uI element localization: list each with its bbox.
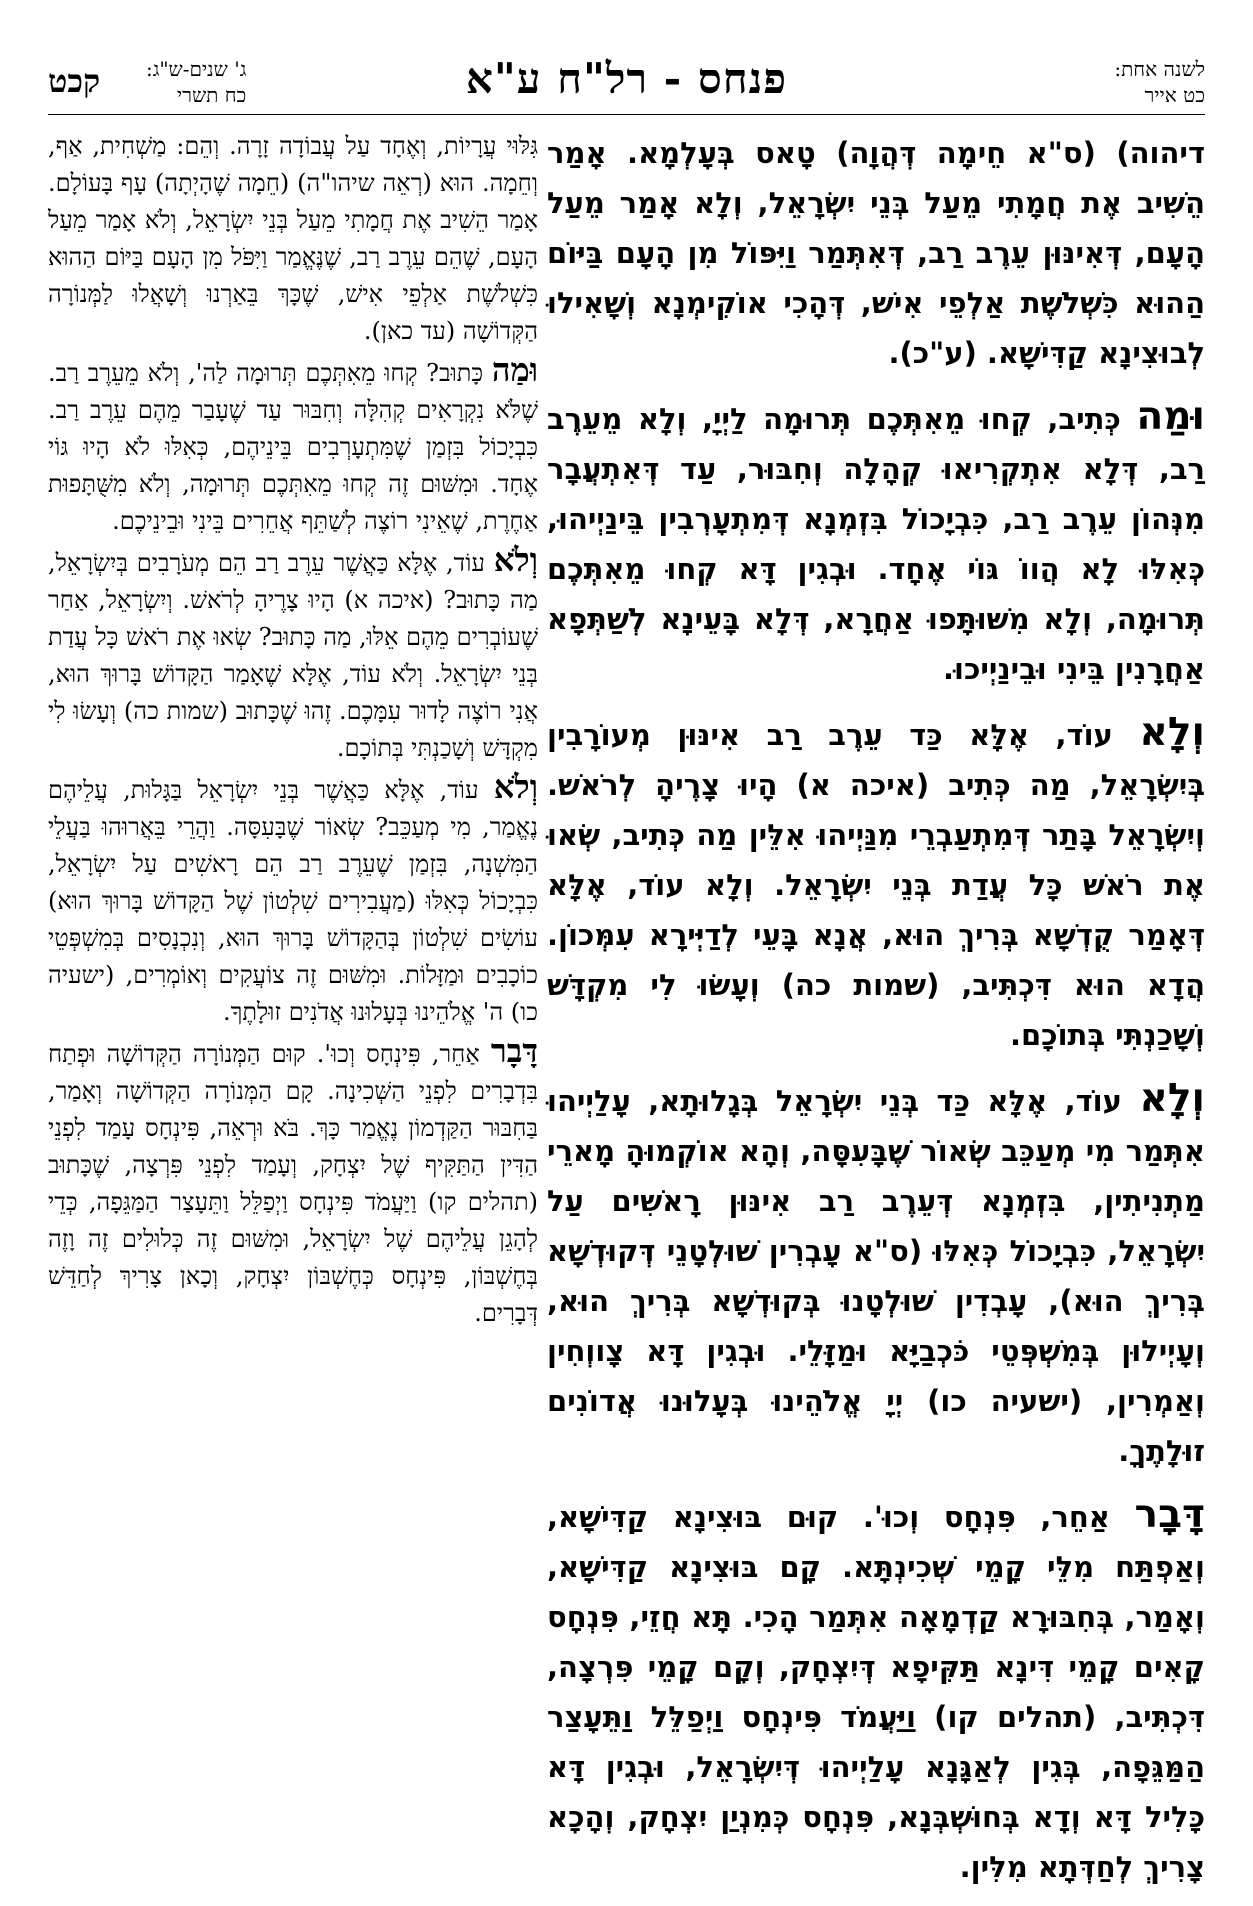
aramaic-paragraph: דָּבָר אַחֵר, פִּנְחָס וְכוּ'. קוּם בּוּצִינָא קַדִּישָׁא, וְאַפְתַּח מִלֵּי קָמֵי שְׁכִינְתָּא. קָם בּוּצִינָא קַדִּישָׁא, וְאָמַר, בְּחִבּוּרָא קַדְמָאָה אִתְּמַר הָכִי. תָּא חֲזֵי, פִּנְחָס קָאִים קָמֵי דִּינָא תַּקִּיפָא דְּיִצְחָק, וְקָם קָמֵי פִּרְצָה, דִּכְתִּיב, (תהלים קו) וַיַּעֲמֹד פִּינְחָס וַיְפַלֵּל וַתֵּעָצַר הַמַּגֵּפָה, בְּגִין לְאַגָּנָא עָלַיְיהוּ דְּיִשְׂרָאֵל, וּבְגִין דָּא כָּלִיל דָּא וְדָא בְּחוּשְׁבְּנָא, פִּנְחָס כְּמִנְיַן יִצְחָק, וְהָכָא צָרִיךְ לְחַדְּתָא מִלִּין. (547, 1492, 1205, 1884)
aramaic-paragraph: דיהוה) (ס"א חֵימָה דְּהֲוָה) טָאס בְּעָלְמָא. אָמַר הֵשִׁיב אֶת חֲמָתִי מֵעַל בְּנֵי יִשְׂרָאֵל, וְלָא אָמַר מֵעַל הָעָם, דְּאִינּוּן עֵרֶב רַב, דְּאִתְּמַר וַיִּפּוֹל מִן הָעָם בַּיּוֹם הַהוּא כִּשְׁלֹשֶׁת אַלְפֵי אִישׁ, דְּהָכִי אוֹקִימְנָא וְשָׁאִילוּ לְבוּצִינָא קַדִּישָׁא. (ע"כ). (547, 136, 1205, 370)
paragraph-opener: דָּבָר (490, 1032, 538, 1070)
schedule-one-year-date: כט אייר (1144, 83, 1205, 107)
aramaic-paragraph: וְלָא עוֹד, אֶלָּא כַּד בְּנֵי יִשְׂרָאֵל בְּגָלוּתָא, עָלַיְיהוּ אִתְּמַר מִי מְעַכֵּב שְׂאוֹר שֶׁבָּעִסָּה, וְהָא אוֹקְמוּהָ מָארֵי מַתְנִיתִין, בִּזְמְנָא דְּעֵרֶב רַב אִינּוּן רָאשִׁים עַל יִשְׂרָאֵל, כִּבְיָכוֹל כְּאִלּוּ (ס"א עָבְרִין שׁוּלְטָנֵי דְּקוּדְשָׁא בְּרִיךְ הוּא), עָבְדִין שׁוּלְטָנוּ בְּקוּדְשָׁא בְּרִיךְ הוּא, וְעָיְילוּן בְּמִשְׁפְּטֵי כֹּכְבַיָּא וּמַזָּלֵי. וּבְגִין דָּא צָווְחִין וְאַמְרִין, (ישעיה כו) יְיָ אֱלֹהֵינוּ בְּעָלוּנוּ אֲדוֹנִים זוּלָתֶךָ. (547, 1076, 1205, 1468)
paragraph-opener: וּמַה (491, 351, 538, 389)
page-header (48, 36, 1205, 110)
aramaic-paragraph: וְלָא עוֹד, אֶלָּא כַּד עֵרֶב רַב אִינּוּן מְעוֹרָבִין בְּיִשְׂרָאֵל, מַה כְּתִיב (איכה א) הָיוּ צָרֶיהָ לְרֹאשׁ. וְיִשְׂרָאֵל בָּתַר דְּמִתְעַבְרֵי מִנַּיְיהוּ אִלֵּין מַה כְּתִיב, שְׂאוּ אֶת רֹאשׁ כָּל עֲדַת בְּנֵי יִשְׂרָאֵל. וְלָא עוֹד, אֶלָּא דְּאָמַר קֻדְשָׁא בְּרִיךְ הוּא, אֲנָא בָּעֵי לְדַיְּירָא עִמְּכוֹן. הֲדָא הוּא דִּכְתִּיב, (שמות כה) וְעָשׂוּ לִי מִקְדָּשׁ וְשָׁכַנְתִּי בְּתוֹכָם. (547, 710, 1205, 1052)
paragraph-opener: וּמַה (1136, 394, 1205, 439)
paragraph-opener: וְלֹא (493, 541, 538, 579)
hebrew-translation-column (48, 128, 538, 1334)
hebrew-paragraph: וְלֹא עוֹד, אֶלָּא כַּאֲשֶׁר עֵרֶב רַב הֵם מְעֹרָבִים בְּיִשְׂרָאֵל, מַה כָּתוּב? (איכה א) הָיוּ צָרֶיהָ לְרֹאשׁ. וְיִשְׂרָאֵל, אַחַר שֶׁעוֹבְרִים מֵהֶם אֵלּוּ, מַה כָּתוּב? שְׂאוּ אֶת רֹאשׁ כָּל עֲדַת בְּנֵי יִשְׂרָאֵל. וְלֹא עוֹד, אֶלָּא שֶׁאָמַר הַקָּדוֹשׁ בָּרוּךְ הוּא, אֲנִי רוֹצֶה לָדוּר עִמָּכֶם. זֶהוּ שֶׁכָּתוּב (שמות כה) וְעָשׂוּ לִי מִקְדָּשׁ וְשָׁכַנְתִּי בְּתוֹכָם. (48, 541, 538, 762)
text-columns (48, 128, 1205, 1884)
aramaic-paragraph: וּמַה כְּתִיב, קְחוּ מֵאִתְּכֶם תְּרוּמָה לַיְיָ, וְלָא מֵעֵרֶב רַב, דְּלָא אִתְקְרִיאוּ קְהָלָה וְחִבּוּר, עַד דְּאִתְעֲבָר מִנְּהוֹן עֵרֶב רַב, כִּבְיָכוֹל בִּזְמְנָא דְּמִתְעָרְבִין בֵּינַיְיהוּ, כְּאִלּוּ לָא הֲווֹ גּוֹי אֶחָד. וּבְגִין דָּא קְחוּ מֵאִתְּכֶם תְּרוּמָה, וְלָא מִשּׁוּתָּפוּ אַחֲרָא, דְּלָא בָּעֵינָא לְשַׁתְּפָא אַחֲרָנִין בֵּינִי וּבֵינַיְיכוּ. (547, 394, 1205, 686)
schedule-three-years (146, 56, 246, 108)
page-number: קכט (48, 62, 101, 100)
schedule-three-years-label: ג' שנים-ש"ג: (146, 57, 247, 81)
hebrew-paragraph: וְלֹא עוֹד, אֶלָּא כַּאֲשֶׁר בְּנֵי יִשְׂרָאֵל בַּגָּלוּת, עֲלֵיהֶם נֶאֱמַר, מִי מְעַכֵּב? שְׂאוֹר שֶׁבָּעִסָּה. וַהֲרֵי בֵּאֲרוּהוּ בַּעֲלֵי הַמִּשְׁנָה, בִּזְמַן שֶׁעֵרֶב רַב הֵם רָאשִׁים עַל יִשְׂרָאֵל, כִּבְיָכוֹל כְּאִלּוּ (מַעֲבִירִים שִׁלְטוֹן שֶׁל הַקָּדוֹשׁ בָּרוּךְ הוּא) עוֹשִׂים שִׁלְטוֹן בְּהַקָּדוֹשׁ בָּרוּךְ הוּא, וְנִכְנָסִים בְּמִשְׁפְּטֵי כוֹכָבִים וּמַזָּלוֹת. וּמִשּׁוּם זֶה צוֹעֲקִים וְאוֹמְרִים, (ישעיה כו) ה' אֱלֹהֵינוּ בְּעָלוּנוּ אֲדֹנִים זוּלָתֶךָ. (48, 768, 538, 1026)
schedule-three-years-date: כח תשרי (176, 83, 247, 107)
paragraph-opener: וְלָא (1139, 1076, 1205, 1121)
hebrew-paragraph: דָּבָר אַחֵר, פִּינְחָס וְכוּ'. קוּם הַמְּנוֹרָה הַקְּדוֹשָׁה וּפְתַח בִּדְבָרִים לִפְנֵי הַשְּׁכִינָה. קָם הַמְּנוֹרָה הַקְּדוֹשָׁה וְאָמַר, בַּחִבּוּר הַקַּדְמוֹן נֶאֱמַר כָּךְ. בֹּא וּרְאֵה, פִּינְחָס עָמַד לִפְנֵי הַדִּין הַתַּקִּיף שֶׁל יִצְחָק, וְעָמַד לִפְנֵי פִּרְצָה, שֶׁכָּתוּב (תהלים קו) וַיַּעֲמֹד פִּינְחָס וַיְפַלֵּל וַתֵּעָצַר הַמַּגֵּפָה, כְּדֵי לְהָגֵן עֲלֵיהֶם שֶׁל יִשְׂרָאֵל, וּמִשּׁוּם זֶה כְּלוּלִים זֶה וָזֶה בְּחֶשְׁבּוֹן, פִּינְחָס כְּחֶשְׁבּוֹן יִצְחָק, וְכָאן צָרִיךְ לְחַדֵּשׁ דְּבָרִים. (48, 1032, 538, 1327)
paragraph-opener: וְלָא (1139, 710, 1205, 755)
hebrew-paragraph: וּמַה כָּתוּב? קְחוּ מֵאִתְּכֶם תְּרוּמָה לַה', וְלֹא מֵעֵרֶב רַב. שֶׁלֹּא נִקְרָאִים קְהִלָּה וְחִבּוּר עַד שֶׁעָבַר מֵהֶם עֵרֶב רַב. כִּבְיָכוֹל בִּזְמַן שֶׁמִּתְעָרְבִים בֵּינֵיהֶם, כְּאִלּוּ לֹא הָיוּ גּוֹי אֶחָד. וּמִשּׁוּם זֶה קְחוּ מֵאִתְּכֶם תְּרוּמָה, וְלֹא מִשֻּׁתָּפוּת אַחֶרֶת, שֶׁאֵינִי רוֹצֶה לְשַׁתֵּף אֲחֵרִים בֵּינִי וּבֵינֵיכֶם. (48, 351, 539, 535)
schedule-one-year-label: לשנה אחת: (1114, 57, 1205, 81)
paragraph-opener: וְלֹא (493, 768, 538, 806)
hebrew-paragraph: גִּלּוּי עֲרָיוֹת, וְאֶחָד עַל עֲבוֹדָה זָרָה. וְהֵם: מַשְׁחִית, אַף, וְחֵמָה. הוּא (רְאֵה שיהו"ה) (חֵמָה שֶׁהָיְתָה) עָף בָּעוֹלָם. אָמַר הֵשִׁיב אֶת חֲמָתִי מֵעַל בְּנֵי יִשְׂרָאֵל, וְלֹא אָמַר מֵעַל הָעָם, שֶׁהֵם עֵרֶב רַב, שֶׁנֶּאֱמַר וַיִּפֹּל מִן הָעָם בַּיּוֹם הַהוּא כִּשְׁלֹשֶׁת אַלְפֵי אִישׁ, שֶׁכָּךְ בֵּאַרְנוּ וְשָׁאֲלוּ לַמְּנוֹרָה הַקְּדוֹשָׁה (עד כאן). (48, 132, 538, 345)
page-title: פנחס - רל"ח ע"א (465, 54, 788, 103)
header-divider (48, 114, 1205, 115)
aramaic-column (547, 128, 1205, 1906)
paragraph-opener: דָּבָר (1134, 1492, 1205, 1537)
